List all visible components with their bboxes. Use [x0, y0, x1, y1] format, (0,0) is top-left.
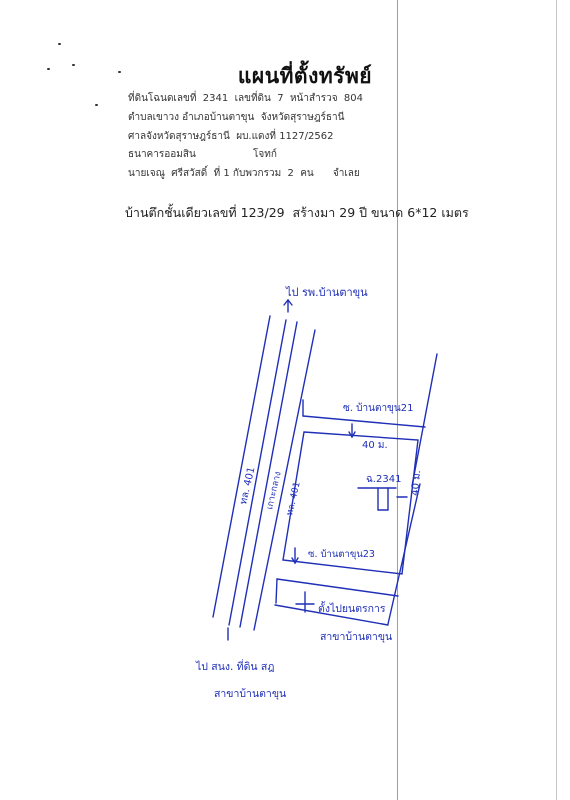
header-line-defendant: นายเจณู ศรีสวัสดิ์ ที่ 1 กับพวกรวม 2 คน จำเลย — [128, 168, 360, 179]
highway-line — [213, 316, 270, 617]
highway-line — [254, 330, 315, 630]
soi-top-edge — [303, 416, 425, 427]
label-parcel: ฉ.2341 — [366, 474, 402, 485]
soi-bottom-edge — [277, 579, 398, 596]
label-to-south: ไป สนง. ที่ดิน สฎ — [196, 661, 275, 673]
label-landmark-branch: สาขาบ้านตาขุน — [320, 631, 393, 643]
label-bypass: เกาะกลาง — [265, 470, 284, 511]
header-line-court: ศาลจังหวัดสุราษฎร์ธานี ผบ.แดงที่ 1127/2562 — [128, 131, 334, 142]
header-line-location: ตำบลเขาวง อำเภอบ้านตาขุน จังหวัดสุราษฎร์ธานี — [128, 112, 345, 123]
label-soi-21: ซ. บ้านตาขุน21 — [343, 403, 414, 414]
side-road-line — [412, 354, 437, 486]
page-title: แผนที่ตั้งทรัพย์ — [237, 64, 373, 88]
label-width: 40 ม. — [362, 440, 388, 451]
label-to-south-branch: สาขาบ้านตาขุน — [214, 688, 287, 700]
label-landmark: ตั้งไปยนตรการ — [318, 603, 386, 615]
building-description: บ้านตึกชั้นเดียวเลขที่ 123/29 สร้างมา 29 ปี ขนาด 6*12 เมตร — [125, 205, 469, 220]
header-line-deed: ที่ดินโฉนดเลขที่ 2341 เลขที่ดิน 7 หน้าสำรวจ 804 — [128, 93, 364, 104]
soi-bottom-edge — [276, 579, 277, 603]
label-highway-inner: ทล. 401 — [285, 480, 303, 517]
label-soi-23: ซ. บ้านตาขุน23 — [308, 549, 375, 560]
header-line-plaintiff: ธนาคารออมสิน โจทก์ — [128, 149, 277, 160]
label-depth: 40 ม. — [410, 469, 424, 497]
label-to-north: ไป รพ.บ้านตาขุน — [286, 286, 368, 299]
label-highway: ทล. 401 — [238, 466, 258, 506]
